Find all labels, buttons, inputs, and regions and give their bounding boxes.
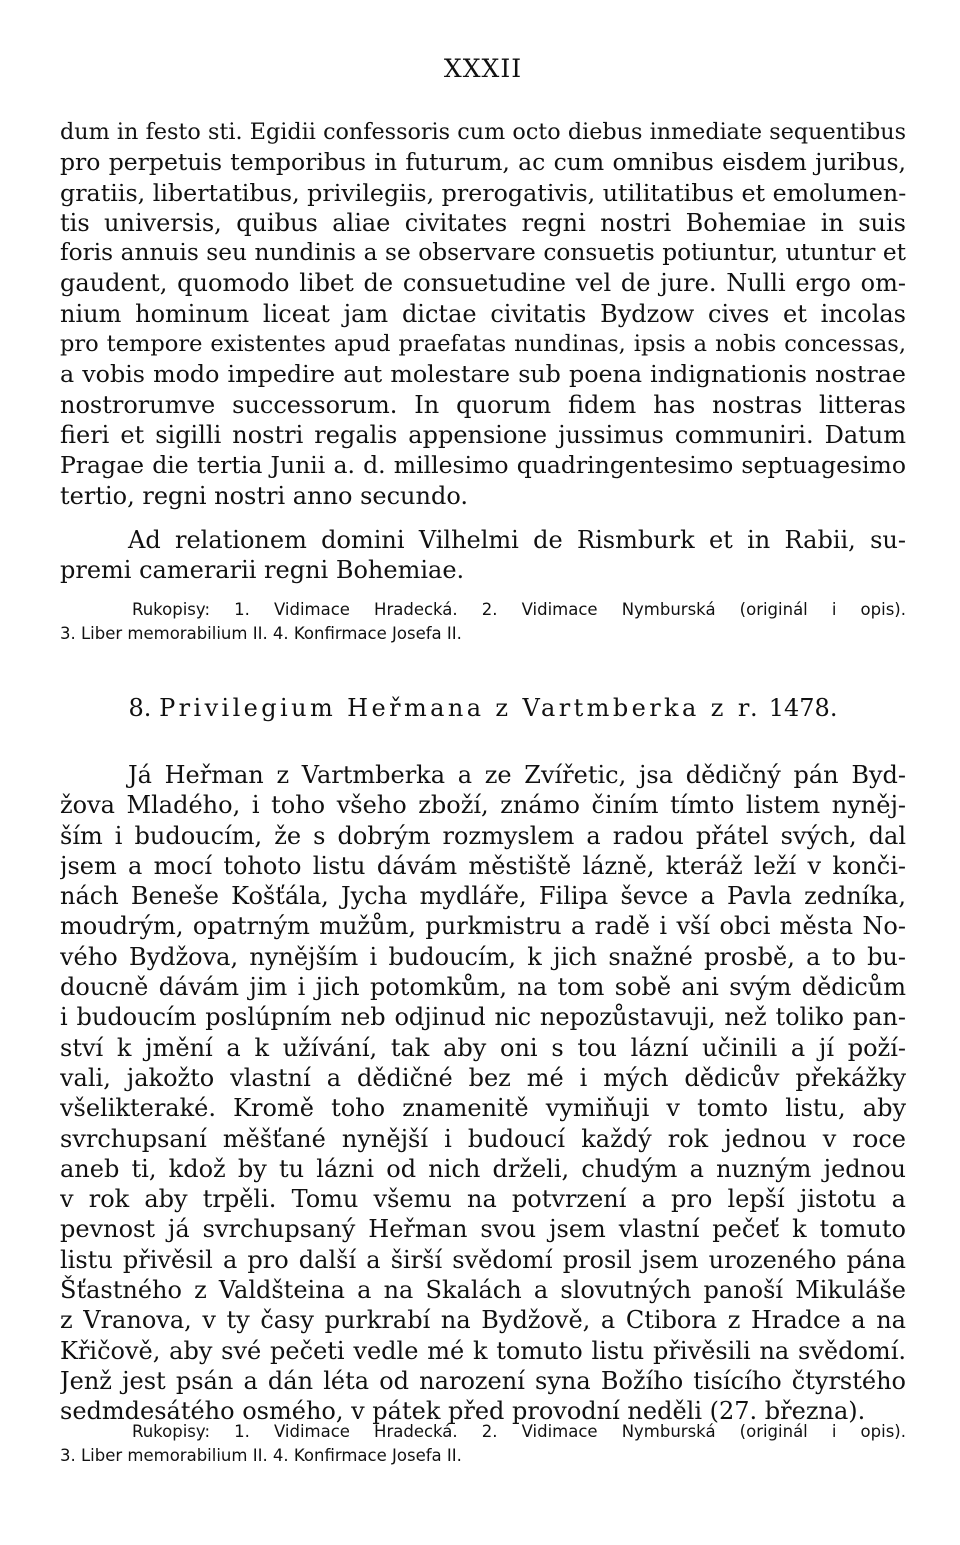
manuscript-sources [60,598,906,645]
charter-end-paragraph [60,117,906,511]
text-line: v rok aby trpěli. Tomu všemu na potvrzení a pro lepší jistotu a [60,1185,906,1214]
text-line: vého Bydžova, nynějším i budoucím, k jich snažné prosbě, a to bu- [60,942,906,971]
section-number: 8. [128,694,152,722]
text-line: a vobis modo impedire aut molestare sub poena indignationis nostrae [60,360,906,389]
text-line: aneb ti, kdož by tu lázni od nich drželi, chudým a nuzným jednou [60,1154,906,1183]
text-line: tertio, regni nostri anno secundo. [60,481,468,510]
text-line: z Vranova, v ty časy purkrabí na Bydžově, a Ctibora z Hradce a na [60,1306,906,1335]
text-line: tis universis, quibus aliae civitates regni nostri Bohemiae in suis [60,208,906,237]
text-line: pro tempore existentes apud praefatas nundinas, ipsis a nobis concessas, [60,331,906,358]
text-line: doucně dávám jim i jich potomkům, na tom sobě ani svým dědicům [60,973,906,1002]
source-line: Rukopisy: 1. Vidimace Hradecká. 2. Vidimace Nymburská (originál i opis). [132,600,906,619]
text-line: nách Beneše Košťála, Jycha mydláře, Filipa ševce a Pavla zedníka, [60,882,906,911]
text-line: listu přivěsil a pro další a širší svědomí prosil jsem urozeného pána [60,1245,906,1274]
text-line: Křičově, aby své pečeti vedle mé k tomuto listu přivěsili na svědomí. [60,1336,906,1365]
text-line: premi camerarii regni Bohemiae. [60,556,465,585]
text-line: sedmdesátého osmého, v pátek před provodní neděli (27. března). [60,1397,866,1426]
text-line: i budoucím poslúpním neb odjinud nic nepozůstavuji, než toliko pan- [60,1003,906,1032]
text-line: svrchupsaní měšťané nynější i budoucí každý rok jednou v roce [60,1124,906,1153]
source-line: 3. Liber memorabilium II. 4. Konfirmace Josefa II. [60,623,462,643]
text-line: Ad relationem domini Vilhelmi de Rismburk et in Rabii, su- [128,526,906,554]
text-line: žova Mladého, i toho všeho zboží, známo činím tímto listem nyněj- [60,791,906,820]
text-line: fieri et sigilli nostri regalis appensione jussimus communiri. Datum [60,420,906,449]
text-line: Pragae die tertia Junii a. d. millesimo quadringentesimo septuagesimo [60,451,906,480]
text-line: nium hominum liceat jam dictae civitatis Bydzow cives et incolas [60,299,906,328]
section-heading [60,694,906,722]
section-year: 1478. [768,694,838,722]
text-line: moudrým, opatrným mužům, purkmistru a radě i vší obci města No- [60,912,906,941]
text-line: Jenž jest psán a dán léta od narození syna Božího tisícího čtyrstého [60,1366,906,1395]
relation-note [60,525,906,586]
text-line: nostrorumve successorum. In quorum fidem has nostras litteras [60,390,906,419]
text-line: jsem a mocí tohoto listu dávám městiště lázně, kteráž leží v konči- [60,851,906,880]
privilege-paragraph [60,760,906,1427]
text-line: pro perpetuis temporibus in futurum, ac cum omnibus eisdem juribus, [60,148,906,177]
source-line: 3. Liber memorabilium II. 4. Konfirmace Josefa II. [60,1445,462,1465]
text-line: ším i budoucím, že s dobrým rozmyslem a radou přátel svých, dal [60,821,906,850]
text-line: foris annuis seu nundinis a se observare consuetis potiuntur, utuntur et [60,239,906,267]
section-title: Privilegium Heřmana z Vartmberka z r. [159,694,762,722]
text-line: Šťastného z Valdšteina a na Skalách a slovutných panoší Mikuláše [60,1276,906,1305]
manuscript-sources [60,1420,906,1467]
text-line: gaudent, quomodo libet de consuetudine vel de jure. Nulli ergo om- [60,269,906,298]
text-line: všelikteraké. Kromě toho znamenitě vymiňuji v tomto listu, aby [60,1094,906,1123]
text-line: ství k jmění a k užívání, tak aby oni s tou lázní učinili a jí poží- [60,1033,906,1062]
source-line: Rukopisy: 1. Vidimace Hradecká. 2. Vidimace Nymburská (originál i opis). [132,1422,906,1441]
page-number: XXXII [443,54,523,83]
text-line: gratiis, libertatibus, privilegiis, prerogativis, utilitatibus et emolumen- [60,178,906,207]
text-line: Já Heřman z Vartmberka a ze Zvířetic, jsa dědičný pán Byd- [128,761,906,789]
text-line: dum in festo sti. Egidii confessoris cum octo diebus inmediate sequentibus [60,119,906,145]
text-line: pevnost já svrchupsaný Heřman svou jsem vlastní pečeť k tomuto [60,1215,906,1244]
text-line: vali, jakožto vlastní a dědičné bez mé i mých dědicův překážky [60,1063,906,1092]
